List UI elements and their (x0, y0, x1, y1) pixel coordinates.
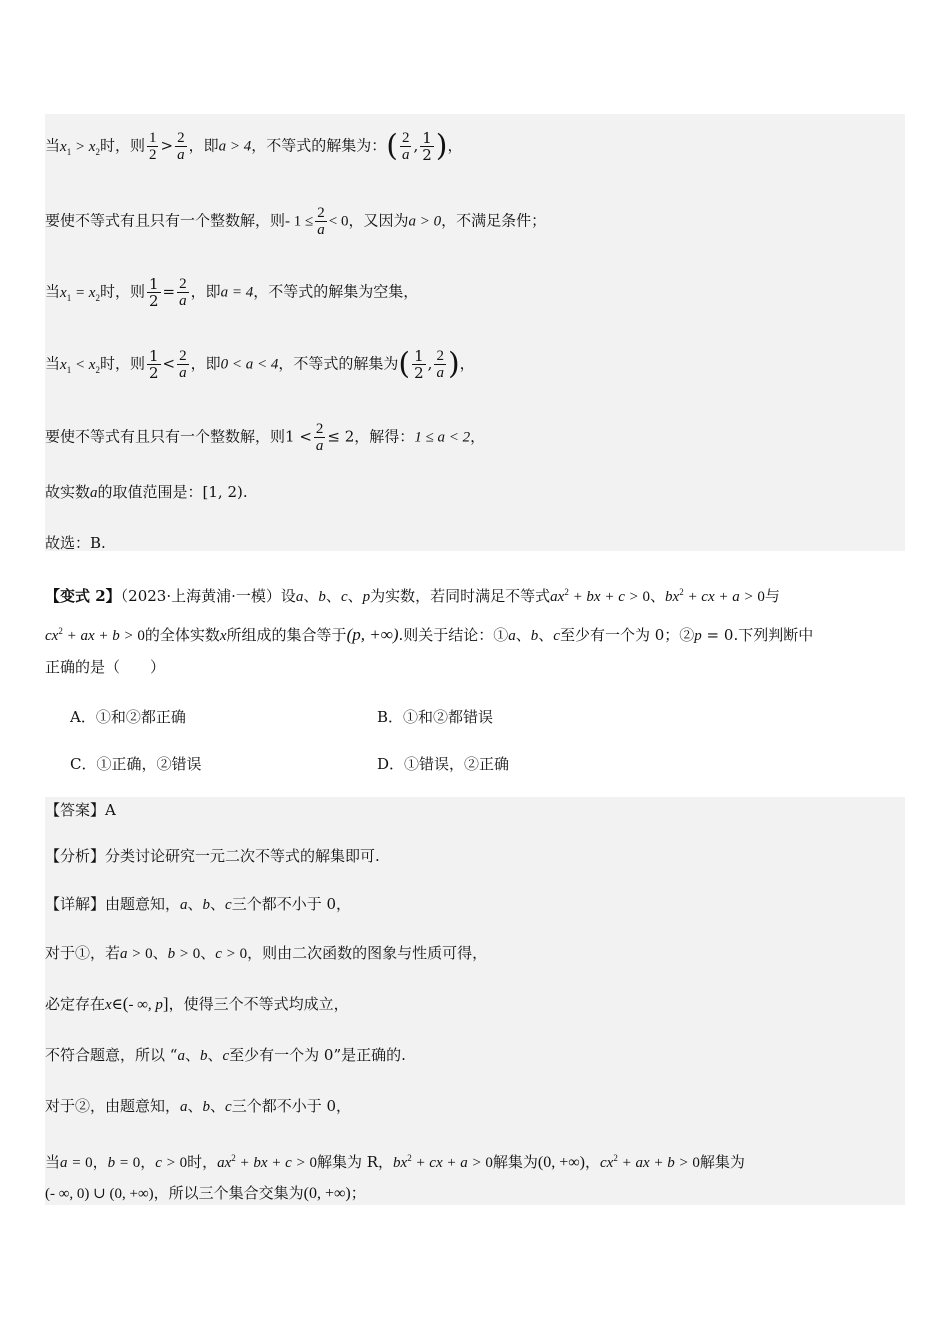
sol-line-2: 要使不等式有且只有一个整数解，则- 1 ≤ $\frac{2}{a}$ < 0，又因为a > 0，不满足条件； (45, 205, 547, 238)
sol-line-6: 故实数a的取值范围是：[1, 2). (45, 483, 248, 501)
sol-line-1: 当$x_1 > x_2$时，则 $\frac{1}{2}$ > $\frac{2}{a}$ ，即a > 4，不等式的解集为：( $\frac{2}{a}$ , $\frac{1}{2}$ )， (45, 128, 463, 164)
answer-line: 【答案】A (45, 801, 116, 819)
option-c[interactable]: C．①正确，②错误 (70, 755, 202, 773)
variant-line-2: $cx^2$ + ax + b > 0的全体实数x所组成的集合等于(p, +∞).则关于结论：①a、b、c至少有一个为 0；②p = 0.下列判断中 (45, 625, 814, 644)
option-d[interactable]: D．①错误，②正确 (377, 755, 510, 773)
detail-line-6: 当a = 0，b = 0，c > 0时，$ax^2$ + bx + c > 0解集为 R，$bx^2$ + cx + a > 0解集为(0, +∞)，$cx^2$ + ax + b > 0解集为 (45, 1153, 745, 1171)
sol-line-3: 当$x_1 = x_2$时，则 $\frac{1}{2}$ = $\frac{2}{a}$ ，即a = 4，不等式的解集为空集， (45, 275, 419, 310)
detail-line-4: 不符合题意，所以 “a、b、c至少有一个为 0”是正确的. (45, 1046, 406, 1064)
detail-line-1: 【详解】由题意知，a、b、c三个都不小于 0， (45, 895, 352, 913)
detail-line-3: 必定存在x∈(- ∞, p]，使得三个不等式均成立， (45, 994, 349, 1013)
sol-line-4: 当$x_1 < x_2$时，则 $\frac{1}{2}$ < $\frac{2}{a}$ ，即0 < a < 4，不等式的解集为( $\frac{1}{2}$ , $\frac{2}{a}$ )， (45, 346, 475, 382)
option-b[interactable]: B．①和②都错误 (377, 708, 494, 726)
sol-line-7: 故选：B. (45, 534, 106, 552)
detail-line-2: 对于①，若a > 0、b > 0、c > 0，则由二次函数的图象与性质可得， (45, 944, 488, 962)
sol-line-5: 要使不等式有且只有一个整数解，则1 < $\frac{2}{a}$ ≤ 2，解得：1 ≤ a < 2， (45, 421, 486, 454)
variant-line-1: 【变式 2】（2023·上海黄浦·一模）设a、b、c、p为实数，若同时满足不等式$ax^2$ + bx + c > 0、$bx^2$ + cx + a > 0与 (45, 587, 780, 605)
detail-line-5: 对于②，由题意知，a、b、c三个都不小于 0， (45, 1097, 352, 1115)
option-a[interactable]: A．①和②都正确 (70, 708, 186, 726)
variant-line-3: 正确的是（ ） (45, 658, 166, 676)
detail-line-7: (- ∞, 0) ∪ (0, +∞)，所以三个集合交集为(0, +∞)； (45, 1184, 366, 1202)
analysis-line: 【分析】分类讨论研究一元二次不等式的解集即可. (45, 847, 380, 865)
